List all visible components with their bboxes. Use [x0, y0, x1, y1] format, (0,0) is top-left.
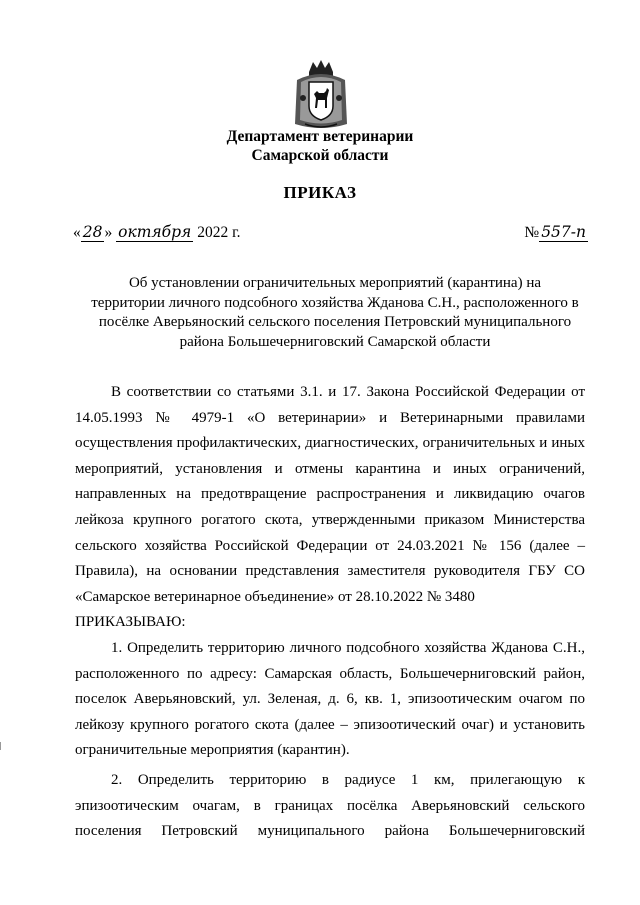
- document-title: ПРИКАЗ: [283, 183, 357, 202]
- number-prefix: №: [524, 224, 540, 241]
- samara-coat-of-arms-icon: [291, 58, 351, 132]
- order-date: [73, 223, 241, 242]
- order-subject: [80, 274, 590, 352]
- preamble-paragraph: В соответствии со статьями 3.1. и 17. Закона Российской Федерации от 14.05.1993 № 4979-1 «О ветеринарии» и Ветеринарными правилами осуществления профилактических, диагностических, ограничительных и иных мероприятий, установления и отмены карантина и иных ограничений, направленных на предотвращение распространения и ликвидацию очагов лейкоза крупного рогатого скота, утвержденными приказом Министерства сельского хозяйства Российской Федерации от 24.03.2021 № 156 (далее – Правила), на основании представления заместителя руководителя ГБУ СО «Самарское ветеринарное объединение» от 28.10.2022 № 3480: [75, 384, 585, 605]
- scan-margin-mark: [0, 742, 1, 750]
- order-word: ПРИКАЗЫВАЮ:: [75, 614, 186, 631]
- department-name-line2: Самарской области: [251, 147, 389, 164]
- date-open-quote: «: [73, 224, 81, 241]
- order-item-1: 1. Определить территорию личного подсобного хозяйства Жданова С.Н., расположенного по адресу: Самарская область, Большечерниговский район, поселок Аверьяновский, ул. Зеленая, д. 6, кв. 1, эпизоотическим очагом по лейкозу крупного рогатого скота (далее – эпизоотический очаг) и установить ограничительные мероприятия (карантин).: [75, 639, 585, 759]
- order-item-2: 2. Определить территорию в радиусе 1 км, прилегающую к эпизоотическим очагам, в границах посёлка Аверьяновский сельского поселения Петровский муниципального района Большечерниговский: [75, 771, 585, 840]
- subject-line: посёлке Аверьяноский сельского поселения Петровский муниципального: [98, 314, 572, 331]
- order-body: [75, 380, 585, 845]
- subject-line: Об установлении ограничительных мероприятий (карантина) на: [128, 275, 542, 291]
- subject-line: территории личного подсобного хозяйства Жданова С.Н., расположенного в: [91, 294, 579, 311]
- date-day: 28: [82, 223, 103, 241]
- subject-line: района Большечерниговский Самарской области: [179, 333, 491, 350]
- date-year: 2022 г.: [197, 224, 241, 241]
- date-close-quote: »: [104, 224, 113, 241]
- department-name-line1: Департамент ветеринарии: [226, 128, 414, 145]
- date-month: октября: [118, 223, 192, 241]
- number-value: 557-п: [541, 223, 586, 241]
- order-number: [524, 223, 588, 242]
